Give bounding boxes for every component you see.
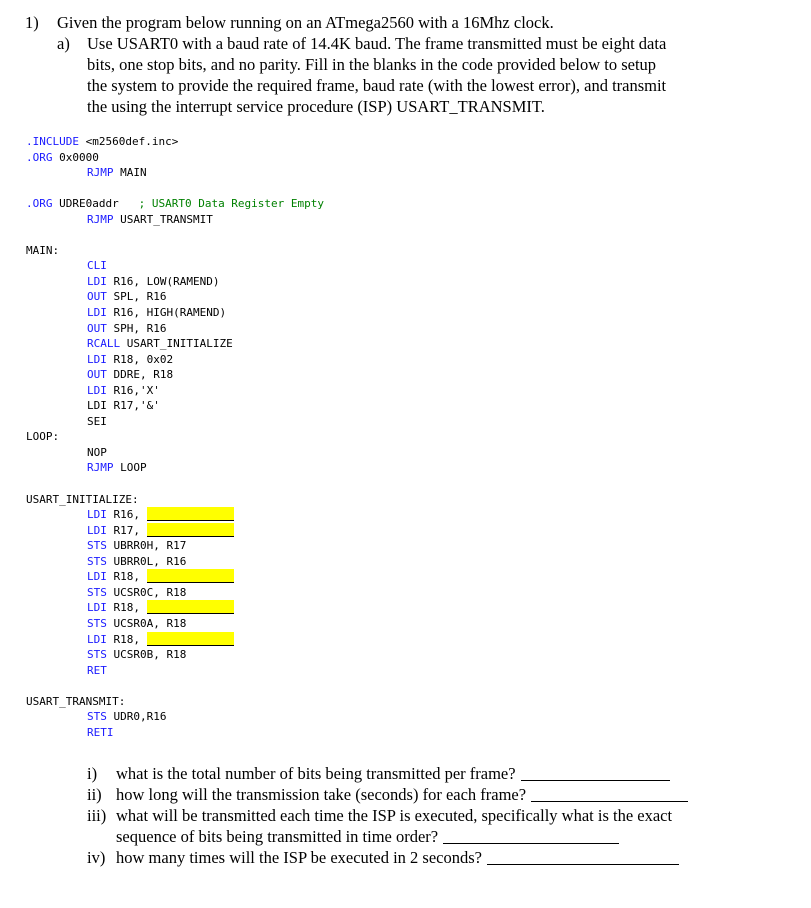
code-keyword: STS bbox=[87, 710, 107, 724]
code-keyword: STS bbox=[87, 554, 107, 568]
subquestion-number: iv) bbox=[87, 848, 106, 867]
answer-line[interactable] bbox=[521, 766, 670, 781]
code-line bbox=[26, 523, 324, 539]
code-keyword: STS bbox=[87, 648, 107, 662]
code-operands: UDRE0addr bbox=[52, 197, 139, 211]
code-operands: R16, HIGH(RAMEND) bbox=[106, 306, 227, 320]
code-keyword: STS bbox=[87, 539, 107, 553]
code-operands: UBRR0H, R17 bbox=[106, 539, 187, 553]
code-line bbox=[26, 538, 324, 554]
code-keyword: LDI bbox=[87, 508, 107, 522]
code-operands: UDR0,R16 bbox=[106, 710, 167, 724]
code-operands: LOOP bbox=[113, 461, 147, 475]
code-line bbox=[26, 616, 324, 632]
fill-in-blank[interactable] bbox=[147, 523, 234, 537]
code-keyword: RCALL bbox=[87, 337, 121, 351]
part-text-2: bits, one stop bits, and no parity. Fill in the blanks in the code provided below to setup bbox=[87, 55, 657, 74]
code-operands: USART_INITIALIZE: bbox=[26, 492, 139, 506]
code-keyword: LDI bbox=[87, 601, 107, 615]
subquestion-number: iii) bbox=[87, 806, 107, 825]
code-keyword: OUT bbox=[87, 321, 107, 335]
code-line bbox=[26, 305, 324, 321]
code-line bbox=[26, 647, 324, 663]
answer-line[interactable] bbox=[487, 850, 679, 865]
question-number: 1) bbox=[25, 13, 39, 32]
code-line bbox=[26, 383, 324, 399]
code-line bbox=[26, 398, 324, 414]
code-operands: R18, bbox=[106, 601, 147, 615]
code-line bbox=[26, 694, 324, 710]
code-line bbox=[26, 460, 324, 476]
code-keyword: STS bbox=[87, 616, 107, 630]
code-line bbox=[26, 663, 324, 679]
code-line bbox=[26, 414, 324, 430]
code-keyword: RETI bbox=[87, 725, 114, 739]
code-keyword: LDI bbox=[87, 352, 107, 366]
part-text-3: the system to provide the required frame, baud rate (with the lowest error), and transmit bbox=[87, 76, 667, 95]
code-keyword: LDI bbox=[87, 570, 107, 584]
code-line bbox=[26, 196, 324, 212]
code-line bbox=[26, 507, 324, 523]
code-line bbox=[26, 181, 324, 197]
code-line bbox=[26, 678, 324, 694]
code-operands: LOOP: bbox=[26, 430, 60, 444]
code-keyword: .ORG bbox=[26, 150, 53, 164]
code-keyword: RJMP bbox=[87, 166, 114, 180]
fill-in-blank[interactable] bbox=[147, 632, 234, 646]
subquestion-label: what is the total number of bits being transmitted per frame? bbox=[116, 764, 516, 783]
subquestion-number: ii) bbox=[87, 785, 102, 804]
code-operands: SPL, R16 bbox=[106, 290, 167, 304]
code-operands: UBRR0L, R16 bbox=[106, 554, 187, 568]
part-text-1: Use USART0 with a baud rate of 14.4K baud. The frame transmitted must be eight data bbox=[87, 34, 667, 53]
code-keyword: LDI bbox=[87, 306, 107, 320]
code-keyword: STS bbox=[87, 585, 107, 599]
code-line bbox=[26, 585, 324, 601]
code-operands: MAIN bbox=[113, 166, 147, 180]
subquestion-label: how long will the transmission take (seconds) for each frame? bbox=[116, 785, 527, 804]
fill-in-blank[interactable] bbox=[147, 507, 234, 521]
code-line bbox=[26, 632, 324, 648]
code-operands: <m2560def.inc> bbox=[78, 135, 179, 148]
code-line bbox=[26, 725, 324, 741]
code-line bbox=[26, 476, 324, 492]
fill-in-blank[interactable] bbox=[147, 600, 234, 614]
code-listing bbox=[26, 134, 324, 740]
code-keyword: RET bbox=[87, 663, 107, 677]
code-line bbox=[26, 492, 324, 508]
subquestion-label: how many times will the ISP be executed in 2 seconds? bbox=[116, 848, 482, 867]
code-line bbox=[26, 429, 324, 445]
code-line bbox=[26, 258, 324, 274]
code-line bbox=[26, 321, 324, 337]
code-line bbox=[26, 289, 324, 305]
code-line bbox=[26, 569, 324, 585]
code-line bbox=[26, 600, 324, 616]
code-line bbox=[26, 274, 324, 290]
code-operands: UCSR0C, R18 bbox=[106, 585, 187, 599]
code-line bbox=[26, 150, 324, 166]
code-keyword: LDI bbox=[87, 632, 107, 646]
part-label: a) bbox=[57, 34, 70, 53]
code-operands: R18, bbox=[106, 570, 147, 584]
code-line bbox=[26, 243, 324, 259]
subquestion-label: sequence of bits being transmitted in time order? bbox=[116, 827, 439, 846]
code-keyword: RJMP bbox=[87, 212, 114, 226]
code-line bbox=[26, 165, 324, 181]
subquestion-text bbox=[116, 763, 670, 784]
code-operands: R17, bbox=[106, 523, 147, 537]
code-line bbox=[26, 709, 324, 725]
code-line bbox=[26, 367, 324, 383]
subquestion-text bbox=[116, 826, 619, 847]
code-operands: LDI R17,'&' bbox=[87, 399, 160, 413]
code-comment: ; USART0 Data Register Empty bbox=[138, 197, 325, 211]
code-keyword: LDI bbox=[87, 383, 107, 397]
code-operands: USART_TRANSMIT bbox=[113, 212, 213, 226]
answer-line[interactable] bbox=[531, 787, 688, 802]
code-operands: R16, LOW(RAMEND) bbox=[106, 274, 220, 288]
code-operands: USART_TRANSMIT: bbox=[26, 694, 126, 708]
code-keyword: CLI bbox=[87, 259, 107, 273]
subquestion-text bbox=[116, 805, 672, 826]
code-keyword: OUT bbox=[87, 368, 107, 382]
code-operands: R18, bbox=[106, 632, 147, 646]
code-operands: NOP bbox=[87, 445, 107, 459]
code-operands: UCSR0A, R18 bbox=[106, 616, 187, 630]
code-line bbox=[26, 227, 324, 243]
code-operands: SEI bbox=[87, 414, 107, 428]
code-operands: R16,'X' bbox=[106, 383, 160, 397]
code-operands: DDRE, R18 bbox=[106, 368, 174, 382]
subquestion-text bbox=[116, 847, 679, 868]
subquestion-number: i) bbox=[87, 764, 98, 783]
answer-line[interactable] bbox=[443, 829, 619, 844]
code-keyword: .INCLUDE bbox=[26, 135, 79, 148]
code-operands: R18, 0x02 bbox=[106, 352, 174, 366]
code-operands: 0x0000 bbox=[52, 150, 99, 164]
code-operands: R16, bbox=[106, 508, 147, 522]
question-intro: Given the program below running on an ATmega2560 with a 16Mhz clock. bbox=[57, 13, 554, 32]
fill-in-blank[interactable] bbox=[147, 569, 234, 583]
code-line bbox=[26, 134, 324, 150]
subquestion-label: what will be transmitted each time the ISP is executed, specifically what is the exact bbox=[116, 806, 673, 825]
code-line bbox=[26, 352, 324, 368]
code-line bbox=[26, 336, 324, 352]
code-line bbox=[26, 212, 324, 228]
code-keyword: .ORG bbox=[26, 197, 53, 211]
code-keyword: LDI bbox=[87, 274, 107, 288]
code-keyword: OUT bbox=[87, 290, 107, 304]
code-keyword: RJMP bbox=[87, 461, 114, 475]
code-operands: MAIN: bbox=[26, 243, 60, 257]
code-operands: SPH, R16 bbox=[106, 321, 167, 335]
subquestion-text bbox=[116, 784, 688, 805]
part-text-4: the using the interrupt service procedure (ISP) USART_TRANSMIT. bbox=[87, 97, 545, 116]
code-line bbox=[26, 554, 324, 570]
code-operands: UCSR0B, R18 bbox=[106, 648, 187, 662]
code-operands: USART_INITIALIZE bbox=[120, 337, 233, 351]
code-line bbox=[26, 445, 324, 461]
code-keyword: LDI bbox=[87, 523, 107, 537]
